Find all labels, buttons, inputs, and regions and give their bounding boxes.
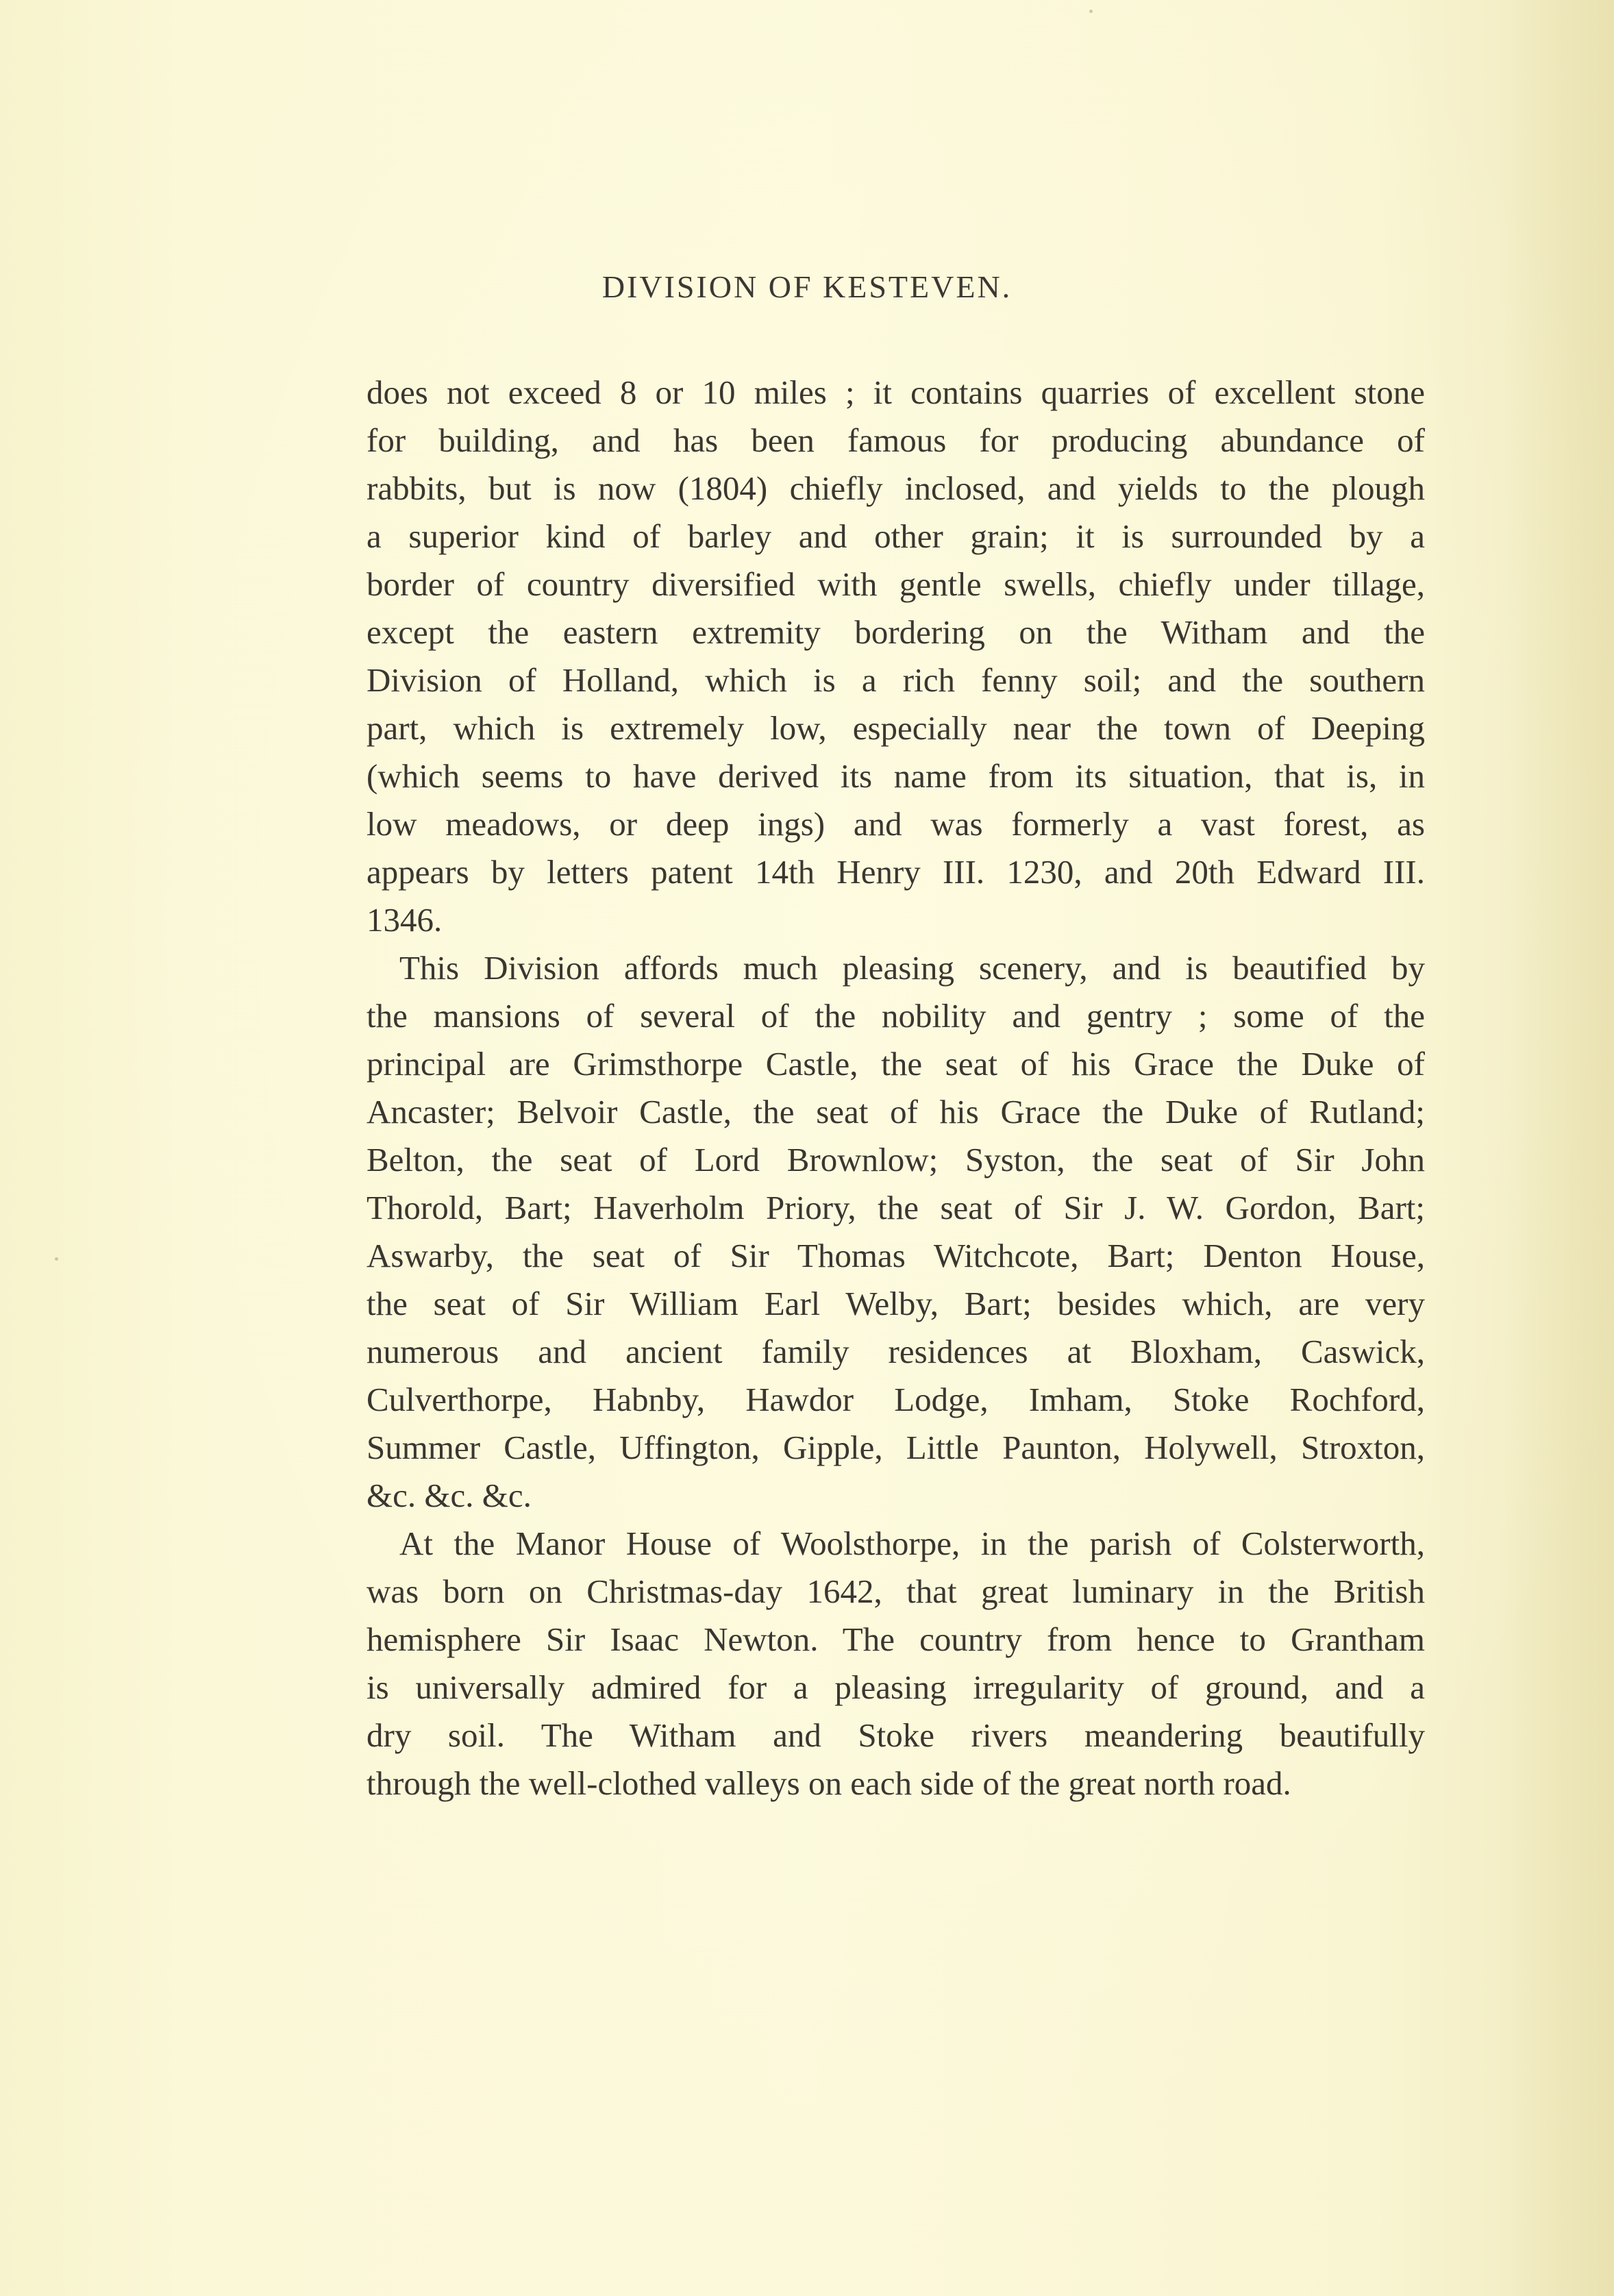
running-header: DIVISION OF KESTEVEN.	[601, 269, 1013, 304]
text-line: hemisphere Sir Isaac Newton. The country from hence to Grantham	[367, 1620, 1425, 1658]
text-line: Culverthorpe, Habnby, Hawdor Lodge, Imham, Stoke Rochford,	[367, 1381, 1425, 1418]
speck	[55, 1257, 58, 1261]
text-line: Ancaster; Belvoir Castle, the seat of his Grace the Duke of Rutland;	[367, 1093, 1425, 1131]
text-line: was born on Christmas-day 1642, that great luminary in the British	[367, 1572, 1425, 1610]
text-line: (which seems to have derived its name from its situation, that is, in	[367, 757, 1425, 795]
paragraph-3	[367, 1520, 1425, 1807]
text-line: Thorold, Bart; Haverholm Priory, the seat of Sir J. W. Gordon, Bart;	[367, 1189, 1425, 1226]
text-line: At the Manor House of Woolsthorpe, in the parish of Colsterworth,	[399, 1525, 1425, 1562]
text-line: except the eastern extremity bordering on the Witham and the	[367, 613, 1425, 651]
text-line: for building, and has been famous for producing abundance of	[367, 421, 1425, 459]
page-edge-shading	[1504, 0, 1614, 2296]
text-line: does not exceed 8 or 10 miles ; it contains quarries of excellent stone	[367, 373, 1425, 411]
text-line: through the well-clothed valleys on each side of the great north road.	[367, 1764, 1291, 1802]
text-line: is universally admired for a pleasing irregularity of ground, and a	[367, 1668, 1425, 1706]
text-line: the mansions of several of the nobility and gentry ; some of the	[367, 997, 1425, 1035]
text-line: numerous and ancient family residences at Bloxham, Caswick,	[367, 1333, 1425, 1370]
body-text	[367, 369, 1425, 1807]
text-line: a superior kind of barley and other grain; it is surrounded by a	[367, 517, 1425, 555]
text-line: Division of Holland, which is a rich fenny soil; and the southern	[367, 661, 1425, 699]
text-line: low meadows, or deep ings) and was formerly a vast forest, as	[367, 805, 1425, 843]
text-line: the seat of Sir William Earl Welby, Bart; besides which, are very	[367, 1285, 1425, 1322]
text-line: principal are Grimsthorpe Castle, the seat of his Grace the Duke of	[367, 1045, 1425, 1083]
text-line: This Division affords much pleasing scenery, and is beautified by	[399, 949, 1425, 987]
text-line: rabbits, but is now (1804) chiefly inclosed, and yields to the plough	[367, 469, 1425, 507]
text-line: &c. &c. &c.	[367, 1477, 532, 1514]
text-line: appears by letters patent 14th Henry III. 1230, and 20th Edward III.	[367, 853, 1425, 891]
text-line: dry soil. The Witham and Stoke rivers meandering beautifully	[367, 1716, 1425, 1754]
text-line: Summer Castle, Uffington, Gipple, Little Paunton, Holywell, Stroxton,	[367, 1429, 1425, 1466]
text-line: 1346.	[367, 901, 443, 939]
text-line: part, which is extremely low, especially near the town of Deeping	[367, 709, 1425, 747]
paragraph-2	[367, 944, 1425, 1520]
text-line: border of country diversified with gentle swells, chiefly under tillage,	[367, 565, 1425, 603]
text-line: Belton, the seat of Lord Brownlow; Syston, the seat of Sir John	[367, 1141, 1425, 1178]
paragraph-1	[367, 369, 1425, 944]
text-line: Aswarby, the seat of Sir Thomas Witchcote, Bart; Denton House,	[367, 1237, 1425, 1274]
speck	[1089, 10, 1093, 13]
